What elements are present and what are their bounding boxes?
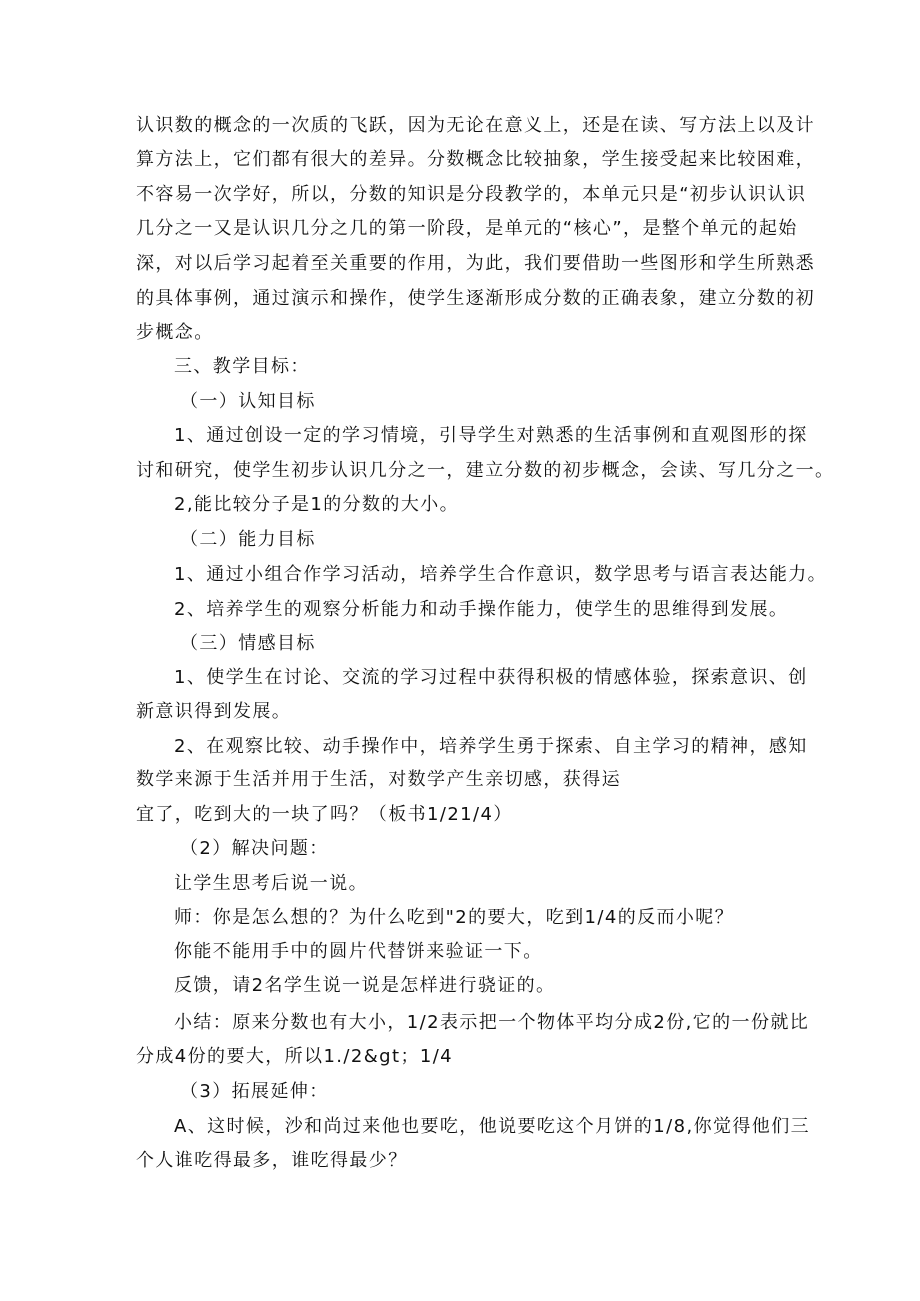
section-heading-teaching-goals: 三、教学目标： — [174, 356, 310, 377]
lesson-text-line: 让学生思考后说一说。 — [174, 873, 368, 894]
goal-item-line: 2、在观察比较、动手操作中，培养学生勇于探索、自主学习的精神，感知 — [174, 736, 808, 757]
paragraph-line-5: 深，对以后学习起着至关重要的作用，为此，我们要借助一些图形和学生所熟悉 — [136, 253, 815, 274]
lesson-text-line: 小结：原来分数也有大小，1/2表示把一个物体平均分成2份,它的一份就比 — [174, 1012, 810, 1033]
paragraph-line-3: 不容易一次学好，所以，分数的知识是分段教学的，本单元只是“初步认识认识 — [136, 184, 807, 205]
subheading-solve-problem: （2）解决问题： — [180, 838, 329, 859]
goal-item-line: 1、通过小组合作学习活动，培养学生合作意识，数学思考与语言表达能力。 — [174, 564, 828, 585]
lesson-text-line: 分成4份的要大，所以1./2&gt；1/4 — [136, 1046, 454, 1067]
lesson-text-line: 宜了，吃到大的一块了吗？（板书1/21/4） — [136, 804, 513, 825]
goal-item-line: 讨和研究，使学生初步认识几分之一，建立分数的初步概念，会读、写几分之一。 — [136, 460, 835, 481]
paragraph-line-7: 步概念。 — [136, 322, 214, 343]
lesson-text-line: 反馈，请2名学生说一说是怎样进行骁证的。 — [174, 975, 556, 996]
lesson-text-line: 个人谁吃得最多，谁吃得最少？ — [136, 1150, 408, 1171]
goal-item-line: 1、通过创设一定的学习情境，引导学生对熟悉的生活事例和直观图形的探 — [174, 425, 808, 446]
goal-item-line: 1、使学生在讨论、交流的学习过程中获得积极的情感体验，探索意识、创 — [174, 667, 808, 688]
paragraph-line-4: 几分之一又是认识几分之几的第一阶段，是单元的“核心”，是整个单元的起始 — [136, 218, 798, 239]
subheading-extension: （3）拓展延伸： — [180, 1081, 329, 1102]
subheading-ability-goals: （二）能力目标 — [180, 529, 316, 550]
paragraph-line-2: 算方法上，它们都有很大的差异。分数概念比较抽象，学生接受起来比较困难， — [136, 149, 815, 170]
paragraph-line-1: 认识数的概念的一次质的飞跃，因为无论在意义上，还是在读、写方法上以及计 — [136, 115, 815, 136]
goal-item-line: 2、培养学生的观察分析能力和动手操作能力，使学生的思维得到发展。 — [174, 599, 789, 620]
lesson-text-line: 师：你是怎么想的？为什么吃到"2的要大，吃到1/4的反而小呢？ — [174, 907, 735, 928]
lesson-text-line: A、这时候，沙和尚过来他也要吃，他说要吃这个月饼的1/8,你觉得他们三 — [174, 1116, 811, 1137]
subheading-cognitive-goals: （一）认知目标 — [180, 391, 316, 412]
paragraph-line-6: 的具体事例，通过演示和操作，使学生逐渐形成分数的正确表象，建立分数的初 — [136, 288, 815, 309]
goal-item-line: 新意识得到发展。 — [136, 701, 292, 722]
lesson-text-line: 你能不能用手中的圆片代替饼来验证一下。 — [174, 941, 543, 962]
subheading-emotional-goals: （三）情感目标 — [180, 633, 316, 654]
goal-item-line: 数学来源于生活并用于生活，对数学产生亲切感，获得运 — [136, 769, 621, 790]
goal-item-line: 2,能比较分子是1的分数的大小。 — [174, 494, 460, 515]
